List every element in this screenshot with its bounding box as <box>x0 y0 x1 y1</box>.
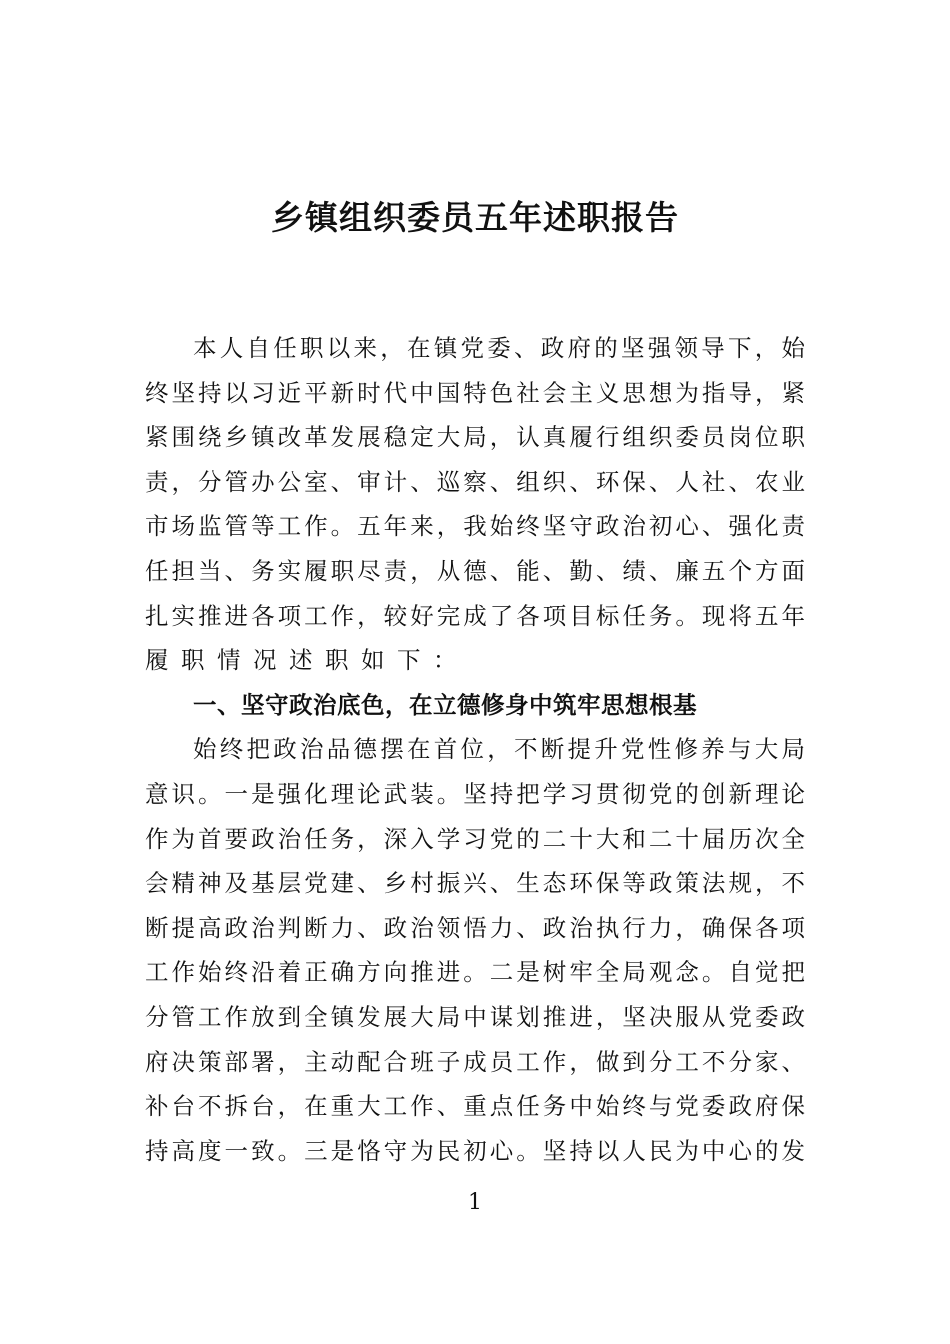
text-line: 工作始终沿着正确方向推进。二是树牢全局观念。自觉把 <box>145 958 805 987</box>
page-number: 1 <box>468 1190 482 1215</box>
text-line: 本人自任职以来，在镇党委、政府的坚强领导下，始 <box>193 334 805 362</box>
text-line: 终坚持以习近平新时代中国特色社会主义思想为指导，紧 <box>145 378 805 407</box>
text-line: 作为首要政治任务，深入学习党的二十大和二十届历次全 <box>145 824 805 853</box>
text-line: 会精神及基层党建、乡村振兴、生态环保等政策法规，不 <box>145 869 805 898</box>
text-line: 任担当、务实履职尽责，从德、能、勤、绩、廉五个方面 <box>145 557 805 585</box>
text-line: 府决策部署，主动配合班子成员工作，做到分工不分家、 <box>145 1047 805 1076</box>
text-line: 责，分管办公室、审计、巡察、组织、环保、人社、农业 <box>145 467 805 496</box>
text-line: 断提高政治判断力、政治领悟力、政治执行力，确保各项 <box>145 913 805 942</box>
text-line: 紧围绕乡镇改革发展稳定大局，认真履行组织委员岗位职 <box>145 423 805 452</box>
document-title: 乡镇组织委员五年述职报告 <box>271 198 679 237</box>
text-line: 履职情况述职如下： <box>145 646 469 675</box>
text-line: 扎实推进各项工作，较好完成了各项目标任务。现将五年 <box>145 601 805 630</box>
text-line: 始终把政治品德摆在首位，不断提升党性修养与大局 <box>193 735 805 764</box>
text-line: 市场监管等工作。五年来，我始终坚守政治初心、强化责 <box>145 512 805 541</box>
text-line: 持高度一致。三是恪守为民初心。坚持以人民为中心的发 <box>145 1136 805 1165</box>
section-heading: 一、坚守政治底色，在立德修身中筑牢思想根基 <box>193 690 697 719</box>
text-line: 意识。一是强化理论武装。坚持把学习贯彻党的创新理论 <box>145 780 805 808</box>
text-line: 分管工作放到全镇发展大局中谋划推进，坚决服从党委政 <box>145 1003 805 1031</box>
text-line: 补台不拆台，在重大工作、重点任务中始终与党委政府保 <box>145 1092 805 1121</box>
